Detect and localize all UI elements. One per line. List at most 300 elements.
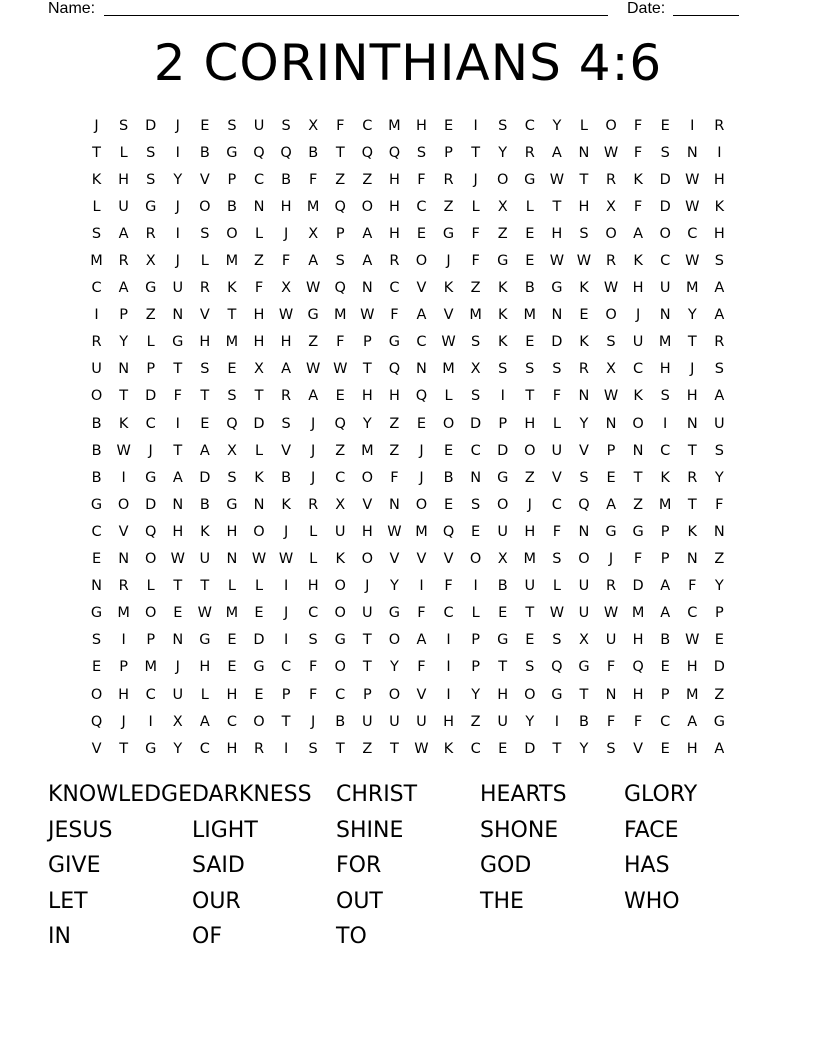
word-bank-item: LIGHT	[192, 817, 258, 843]
word-bank-item: OF	[192, 924, 222, 950]
grid-letter: F	[308, 686, 318, 703]
grid-letter: W	[603, 605, 619, 622]
name-blank-line	[104, 15, 608, 16]
grid-letter: R	[578, 361, 589, 378]
grid-letter: G	[253, 659, 265, 676]
grid-letter: N	[253, 496, 265, 513]
grid-letter: T	[552, 198, 562, 215]
word-bank-item: GLORY	[624, 782, 698, 807]
grid-letter: N	[416, 361, 427, 378]
grid-row	[83, 627, 733, 654]
grid-letter: L	[254, 578, 264, 595]
grid-letter: R	[281, 388, 292, 405]
grid-letter: Q	[253, 144, 265, 161]
grid-letter: R	[199, 280, 210, 297]
grid-row	[83, 708, 733, 735]
grid-letter: H	[632, 280, 644, 297]
grid-letter: F	[308, 171, 318, 188]
grid-letter: J	[608, 551, 614, 568]
grid-letter: H	[524, 415, 536, 432]
grid-letter: Q	[334, 280, 346, 297]
grid-letter: M	[306, 198, 320, 215]
grid-letter: K	[443, 740, 454, 757]
grid-letter: F	[390, 469, 399, 486]
grid-letter: A	[714, 388, 725, 405]
grid-letter: O	[334, 659, 346, 676]
grid-letter: Y	[579, 415, 589, 432]
grid-letter: Z	[389, 415, 400, 432]
grid-letter: S	[579, 469, 589, 486]
grid-letter: W	[685, 632, 700, 649]
grid-letter: Z	[470, 713, 481, 730]
grid-letter: D	[497, 442, 509, 459]
grid-letter: S	[146, 144, 156, 161]
grid-letter: W	[305, 361, 321, 378]
grid-letter: O	[388, 686, 401, 703]
grid-letter: Q	[334, 198, 346, 215]
grid-letter: E	[254, 686, 264, 703]
grid-letter: T	[227, 307, 237, 324]
grid-letter: L	[579, 117, 588, 134]
grid-letter: J	[419, 442, 424, 459]
grid-letter: E	[227, 361, 237, 378]
grid-letter: H	[226, 740, 238, 757]
grid-letter: G	[497, 632, 509, 649]
grid-letter: T	[687, 496, 697, 513]
grid-letter: O	[524, 442, 536, 459]
grid-letter: T	[281, 713, 291, 730]
grid-letter: M	[523, 551, 537, 568]
grid-letter: C	[91, 280, 102, 297]
worksheet-header	[48, 0, 748, 20]
grid-letter: Q	[361, 144, 374, 161]
grid-letter: H	[524, 523, 536, 540]
grid-row	[83, 654, 733, 681]
grid-letter: H	[686, 388, 698, 405]
grid-letter: K	[714, 198, 725, 215]
grid-letter: E	[606, 469, 616, 486]
grid-letter: A	[714, 740, 725, 757]
grid-letter: S	[579, 225, 589, 242]
grid-letter: A	[118, 280, 129, 297]
grid-letter: U	[524, 578, 536, 595]
grid-letter: S	[119, 117, 129, 134]
grid-letter: F	[417, 659, 426, 676]
grid-letter: E	[443, 117, 454, 134]
grid-letter: C	[551, 496, 562, 513]
grid-letter: H	[199, 659, 211, 676]
grid-letter: H	[118, 171, 130, 188]
grid-letter: B	[281, 469, 292, 486]
grid-row	[83, 139, 733, 166]
grid-letter: L	[227, 578, 236, 595]
grid-letter: S	[714, 253, 724, 270]
grid-letter: W	[197, 605, 213, 622]
grid-letter: N	[118, 361, 130, 378]
grid-letter: D	[713, 659, 725, 676]
grid-letter: N	[470, 469, 482, 486]
grid-letter: M	[442, 361, 455, 378]
grid-letter: M	[658, 496, 672, 513]
grid-letter: I	[121, 632, 126, 649]
grid-letter: O	[334, 605, 346, 622]
grid-letter: S	[200, 361, 210, 378]
grid-letter: W	[576, 253, 592, 270]
grid-letter: X	[254, 361, 264, 378]
grid-letter: E	[660, 740, 670, 757]
grid-letter: P	[606, 442, 616, 459]
grid-letter: E	[416, 415, 427, 432]
word-bank-item: THE	[480, 888, 524, 914]
grid-letter: H	[551, 225, 563, 242]
grid-letter: O	[334, 578, 346, 595]
grid-letter: L	[552, 578, 561, 595]
grid-letter: F	[417, 605, 426, 622]
grid-letter: N	[172, 632, 184, 649]
grid-letter: A	[281, 361, 292, 378]
grid-letter: M	[686, 280, 699, 297]
grid-letter: T	[525, 388, 535, 405]
grid-letter: S	[471, 388, 481, 405]
grid-letter: I	[717, 144, 722, 161]
grid-letter: L	[471, 198, 480, 215]
grid-letter: C	[145, 686, 156, 703]
grid-letter: O	[90, 388, 103, 405]
grid-letter: Q	[280, 144, 292, 161]
grid-letter: A	[199, 713, 210, 730]
grid-letter: R	[605, 253, 617, 270]
grid-letter: S	[552, 551, 562, 568]
grid-letter: H	[713, 171, 725, 188]
grid-letter: P	[119, 659, 128, 676]
grid-letter: L	[146, 578, 155, 595]
grid-letter: Q	[632, 659, 644, 676]
grid-letter: N	[686, 415, 698, 432]
grid-letter: X	[172, 713, 183, 730]
grid-letter: O	[605, 225, 617, 242]
grid-letter: I	[283, 578, 289, 595]
grid-letter: C	[253, 171, 265, 188]
grid-letter: X	[308, 117, 319, 134]
grid-letter: H	[632, 686, 644, 703]
grid-letter: W	[305, 280, 321, 297]
grid-letter: R	[118, 253, 129, 270]
grid-letter: F	[336, 334, 345, 351]
grid-letter: I	[283, 740, 289, 757]
grid-letter: W	[603, 280, 619, 297]
grid-letter: H	[686, 740, 698, 757]
grid-letter: W	[685, 253, 700, 270]
grid-letter: M	[333, 307, 347, 324]
grid-letter: N	[118, 551, 130, 568]
word-bank-item: IN	[48, 924, 71, 950]
grid-letter: U	[172, 686, 184, 703]
grid-letter: W	[685, 198, 700, 215]
grid-letter: F	[444, 578, 453, 595]
grid-letter: P	[660, 686, 670, 703]
grid-letter: F	[173, 388, 182, 405]
grid-letter: S	[498, 361, 508, 378]
grid-letter: S	[525, 659, 535, 676]
grid-letter: K	[687, 523, 698, 540]
grid-letter: M	[225, 334, 239, 351]
grid-letter: L	[309, 551, 318, 568]
grid-letter: Q	[226, 415, 238, 432]
grid-letter: Z	[714, 686, 725, 703]
grid-letter: A	[633, 225, 644, 242]
word-bank-item: FACE	[624, 817, 679, 843]
grid-letter: S	[308, 632, 318, 649]
grid-letter: U	[578, 578, 590, 595]
grid-letter: N	[388, 496, 400, 513]
grid-letter: S	[471, 334, 481, 351]
grid-letter: G	[334, 632, 346, 649]
grid-letter: J	[175, 117, 180, 134]
grid-letter: E	[660, 659, 670, 676]
grid-letter: K	[497, 334, 508, 351]
grid-letter: S	[281, 117, 291, 134]
grid-letter: X	[145, 253, 156, 270]
grid-letter: K	[579, 280, 589, 297]
grid-letter: P	[498, 415, 508, 432]
grid-letter: E	[471, 523, 481, 540]
word-bank-item: FOR	[336, 853, 382, 879]
grid-letter: J	[635, 307, 641, 324]
grid-letter: S	[660, 144, 670, 161]
grid-letter: O	[226, 225, 238, 242]
grid-letter: R	[253, 740, 265, 757]
grid-letter: H	[118, 686, 130, 703]
grid-letter: V	[118, 523, 129, 540]
grid-letter: K	[497, 280, 508, 297]
grid-letter: Z	[335, 171, 346, 188]
grid-letter: E	[525, 632, 535, 649]
grid-letter: E	[173, 605, 183, 622]
word-bank-item: DARKNESS	[192, 782, 312, 807]
grid-letter: L	[309, 523, 318, 540]
grid-letter: E	[525, 334, 535, 351]
grid-letter: N	[686, 551, 698, 568]
grid-letter: A	[714, 280, 725, 297]
grid-letter: L	[254, 225, 264, 242]
grid-letter: W	[333, 361, 348, 378]
grid-letter: B	[578, 713, 589, 730]
grid-letter: Q	[442, 523, 455, 540]
grid-letter: Z	[362, 740, 373, 757]
word-bank-item: SAID	[192, 853, 245, 879]
grid-letter: D	[470, 415, 482, 432]
grid-letter: Y	[173, 171, 183, 188]
word-bank	[48, 778, 768, 956]
grid-letter: R	[389, 253, 400, 270]
grid-letter: D	[632, 578, 644, 595]
grid-letter: Q	[388, 361, 401, 378]
grid-letter: A	[308, 253, 319, 270]
word-bank-item: CHRIST	[336, 782, 418, 807]
grid-letter: O	[605, 307, 617, 324]
grid-letter: T	[335, 144, 345, 161]
grid-letter: V	[633, 740, 644, 757]
grid-letter: N	[605, 415, 617, 432]
grid-letter: T	[92, 144, 101, 161]
grid-letter: H	[388, 171, 400, 188]
grid-letter: G	[199, 632, 211, 649]
grid-letter: J	[419, 469, 424, 486]
grid-letter: A	[199, 442, 210, 459]
grid-letter: S	[498, 117, 508, 134]
grid-letter: G	[226, 496, 238, 513]
grid-letter: F	[471, 253, 480, 270]
grid-letter: B	[335, 713, 346, 730]
grid-letter: W	[278, 307, 294, 324]
grid-letter: I	[446, 632, 451, 649]
grid-letter: I	[121, 469, 126, 486]
grid-letter: N	[632, 442, 644, 459]
grid-letter: T	[254, 388, 264, 405]
grid-letter: X	[578, 632, 589, 649]
grid-letter: T	[335, 740, 345, 757]
grid-letter: W	[414, 740, 429, 757]
grid-letter: G	[713, 713, 725, 730]
grid-letter: B	[91, 415, 102, 432]
grid-letter: E	[200, 117, 210, 134]
grid-row	[83, 166, 733, 193]
grid-letter: K	[443, 280, 454, 297]
grid-letter: W	[116, 442, 131, 459]
word-bank-item: HEARTS	[480, 782, 567, 807]
grid-letter: N	[686, 144, 698, 161]
grid-letter: G	[388, 334, 401, 351]
grid-letter: D	[145, 496, 157, 513]
grid-letter: I	[419, 578, 424, 595]
grid-letter: C	[524, 117, 535, 134]
grid-letter: S	[416, 144, 427, 161]
grid-letter: H	[659, 361, 671, 378]
grid-letter: L	[254, 442, 264, 459]
grid-letter: S	[227, 117, 237, 134]
grid-letter: T	[173, 578, 183, 595]
grid-letter: J	[283, 225, 289, 242]
grid-letter: F	[254, 280, 264, 297]
grid-letter: H	[713, 225, 725, 242]
grid-letter: Z	[443, 198, 454, 215]
grid-letter: O	[659, 225, 671, 242]
grid-letter: L	[200, 686, 209, 703]
grid-letter: H	[416, 117, 427, 134]
grid-letter: C	[416, 198, 427, 215]
grid-letter: Z	[714, 551, 725, 568]
grid-letter: J	[175, 659, 180, 676]
grid-letter: C	[281, 659, 292, 676]
grid-letter: O	[199, 198, 211, 215]
grid-letter: G	[307, 307, 319, 324]
grid-letter: S	[714, 442, 724, 459]
grid-letter: X	[606, 361, 616, 378]
grid-letter: N	[713, 523, 725, 540]
grid-letter: P	[471, 632, 480, 649]
grid-letter: E	[200, 415, 210, 432]
grid-letter: I	[663, 415, 668, 432]
grid-letter: I	[283, 632, 289, 649]
grid-letter: T	[579, 171, 589, 188]
grid-letter: M	[361, 442, 374, 459]
grid-letter: S	[552, 632, 562, 649]
grid-letter: G	[90, 496, 103, 513]
grid-letter: X	[281, 280, 292, 297]
grid-letter: I	[175, 225, 180, 242]
grid-letter: A	[172, 469, 183, 486]
grid-letter: C	[687, 605, 698, 622]
grid-letter: Z	[145, 307, 156, 324]
grid-letter: K	[660, 469, 670, 486]
grid-letter: X	[335, 496, 346, 513]
grid-letter: F	[715, 496, 724, 513]
grid-letter: W	[278, 551, 294, 568]
grid-letter: P	[714, 605, 724, 622]
word-bank-item: HAS	[624, 853, 670, 879]
grid-letter: T	[119, 740, 129, 757]
grid-letter: B	[91, 469, 102, 486]
grid-letter: U	[416, 713, 427, 730]
grid-letter: O	[388, 632, 401, 649]
grid-letter: U	[578, 605, 590, 622]
grid-letter: M	[117, 605, 130, 622]
date-label: Date:	[627, 0, 666, 17]
grid-letter: G	[497, 253, 509, 270]
grid-letter: Q	[415, 388, 428, 405]
grid-letter: F	[417, 171, 426, 188]
grid-letter: K	[579, 334, 589, 351]
grid-letter: C	[362, 117, 373, 134]
grid-letter: F	[552, 388, 562, 405]
word-bank-item: GIVE	[48, 853, 101, 879]
grid-letter: Y	[525, 713, 535, 730]
grid-letter: O	[90, 686, 103, 703]
grid-letter: J	[446, 253, 451, 270]
grid-letter: U	[551, 442, 563, 459]
grid-letter: I	[446, 659, 451, 676]
word-bank-item: JESUS	[48, 817, 113, 843]
grid-letter: Q	[90, 713, 103, 730]
grid-letter: M	[225, 253, 239, 270]
grid-letter: H	[686, 659, 698, 676]
grid-letter: O	[253, 523, 265, 540]
grid-letter: P	[362, 334, 372, 351]
grid-letter: D	[659, 198, 671, 215]
grid-letter: E	[525, 253, 535, 270]
grid-letter: P	[146, 632, 156, 649]
grid-letter: T	[200, 578, 210, 595]
name-label: Name:	[48, 0, 96, 17]
grid-letter: O	[415, 253, 428, 270]
grid-letter: X	[606, 198, 616, 215]
grid-letter: C	[443, 605, 454, 622]
grid-letter: W	[549, 605, 565, 622]
grid-letter: I	[473, 578, 478, 595]
grid-letter: P	[660, 523, 670, 540]
grid-letter: U	[632, 334, 644, 351]
grid-letter: R	[91, 334, 102, 351]
grid-letter: R	[443, 171, 454, 188]
grid-letter: P	[146, 361, 156, 378]
grid-letter: O	[497, 171, 509, 188]
grid-letter: W	[549, 253, 565, 270]
grid-letter: N	[361, 280, 373, 297]
grid-letter: K	[200, 523, 210, 540]
grid-letter: S	[227, 388, 237, 405]
grid-letter: D	[145, 117, 157, 134]
grid-letter: O	[605, 117, 617, 134]
